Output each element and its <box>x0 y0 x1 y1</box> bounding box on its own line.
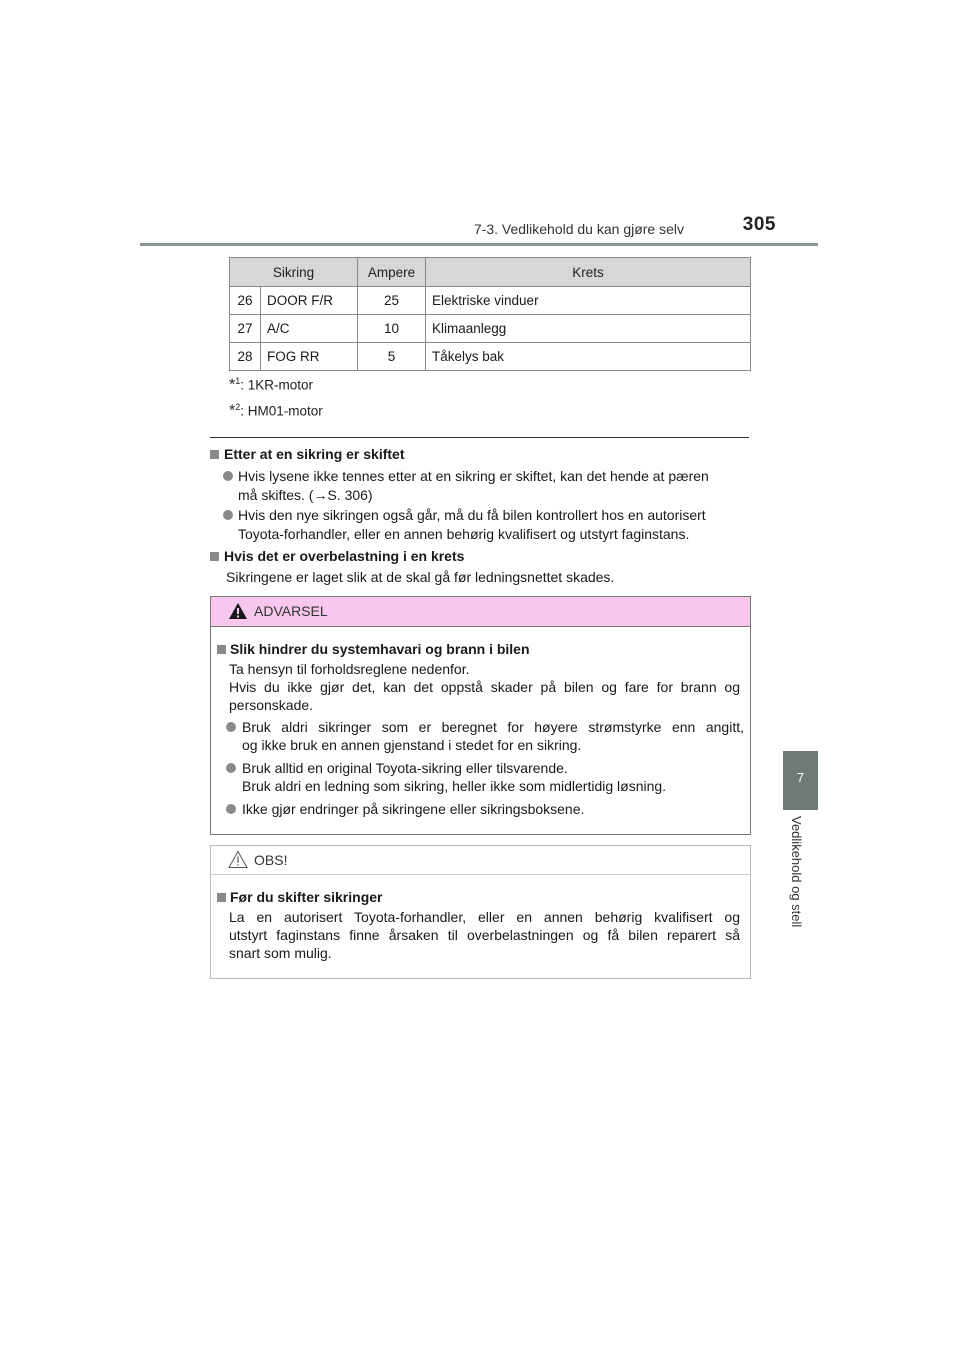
notice-heading: Før du skifter sikringer <box>217 888 744 906</box>
fuse-circuit: Klimaanlegg <box>426 315 751 343</box>
overload-heading: Hvis det er overbelastning i en krets <box>210 548 464 564</box>
fuse-name: DOOR F/R <box>261 287 358 315</box>
table-row <box>230 315 751 343</box>
table-row <box>230 287 751 315</box>
fuse-number: 26 <box>230 287 261 315</box>
fuse-number: 27 <box>230 315 261 343</box>
warning-header <box>211 597 750 627</box>
fuse-ampere: 25 <box>358 287 426 315</box>
list-item: Bruk aldri sikringer som er beregnet for høyere strømstyrke enn angitt, og ikke bruk en annen gjenstand i stedet for en sikring. <box>217 718 744 754</box>
footnote-hm01: *$^2$: HM01-motor <box>229 402 323 420</box>
list-item: Hvis lysene ikke tennes etter at en sikring er skiftet, kan det hende at pæren må skiftes. (→S. 306) <box>210 467 750 505</box>
col-header-fuse: Sikring <box>230 258 358 287</box>
square-bullet-icon <box>217 645 226 654</box>
table-header-row <box>230 258 751 287</box>
square-bullet-icon <box>210 450 219 459</box>
chapter-label <box>785 816 813 946</box>
fuse-table <box>229 257 751 371</box>
fuse-name: A/C <box>261 315 358 343</box>
list-item: Ikke gjør endringer på sikringene eller sikringsboksene. <box>217 800 744 818</box>
fuse-name: FOG RR <box>261 343 358 371</box>
round-bullet-icon <box>223 510 233 520</box>
list-item: Bruk alltid en original Toyota-sikring eller tilsvarende. Bruk aldri en ledning som sikring, heller ikke som midlertidig løsning. <box>217 759 744 795</box>
warning-heading: Slik hindrer du systemhavari og brann i bilen <box>217 640 744 658</box>
header-rule <box>140 243 818 246</box>
round-bullet-icon <box>223 471 233 481</box>
chapter-label-text: Vedlikehold og stell <box>789 816 804 928</box>
warning-title: ADVARSEL <box>254 603 328 619</box>
square-bullet-icon <box>210 552 219 561</box>
round-bullet-icon <box>226 804 236 814</box>
after-replace-heading: Etter at en sikring er skiftet <box>210 446 405 462</box>
fuse-circuit: Elektriske vinduer <box>426 287 751 315</box>
square-bullet-icon <box>217 893 226 902</box>
round-bullet-icon <box>226 722 236 732</box>
warning-paragraph: Ta hensyn til forholdsreglene nedenfor. Hvis du ikke gjør det, kan det oppstå skader på bilen og fare for brann og personskade. <box>229 661 740 713</box>
overload-text: Sikringene er laget slik at de skal gå før ledningsnettet skades. <box>226 569 615 585</box>
section-title: 7-3. Vedlikehold du kan gjøre selv <box>473 221 684 237</box>
col-header-ampere: Ampere <box>358 258 426 287</box>
list-item: Hvis den nye sikringen også går, må du få bilen kontrollert hos en autorisert Toyota-forhandler, eller en annen behørig kvalifisert og utstyrt faginstans. <box>210 506 750 544</box>
chapter-number: 7 <box>796 770 805 785</box>
caution-triangle-icon <box>228 850 248 869</box>
notice-paragraph: La en autorisert Toyota-forhandler, eller en annen behørig kvalifisert og utstyrt faginstans finne årsaken til overbelastningen og få bilen reparert så snart som mulig. <box>229 909 740 961</box>
footnote-1kr: *$^1$: 1KR-motor <box>229 376 314 394</box>
fuse-ampere: 10 <box>358 315 426 343</box>
notice-header <box>211 846 750 875</box>
col-header-circuit: Krets <box>426 258 751 287</box>
round-bullet-icon <box>226 763 236 773</box>
page-number: 305 <box>742 214 776 235</box>
fuse-number: 28 <box>230 343 261 371</box>
fuse-circuit: Tåkelys bak <box>426 343 751 371</box>
notice-title: OBS! <box>254 852 288 868</box>
warning-triangle-icon <box>228 602 248 620</box>
table-row <box>230 343 751 371</box>
fuse-ampere: 5 <box>358 343 426 371</box>
section-divider <box>210 437 749 438</box>
